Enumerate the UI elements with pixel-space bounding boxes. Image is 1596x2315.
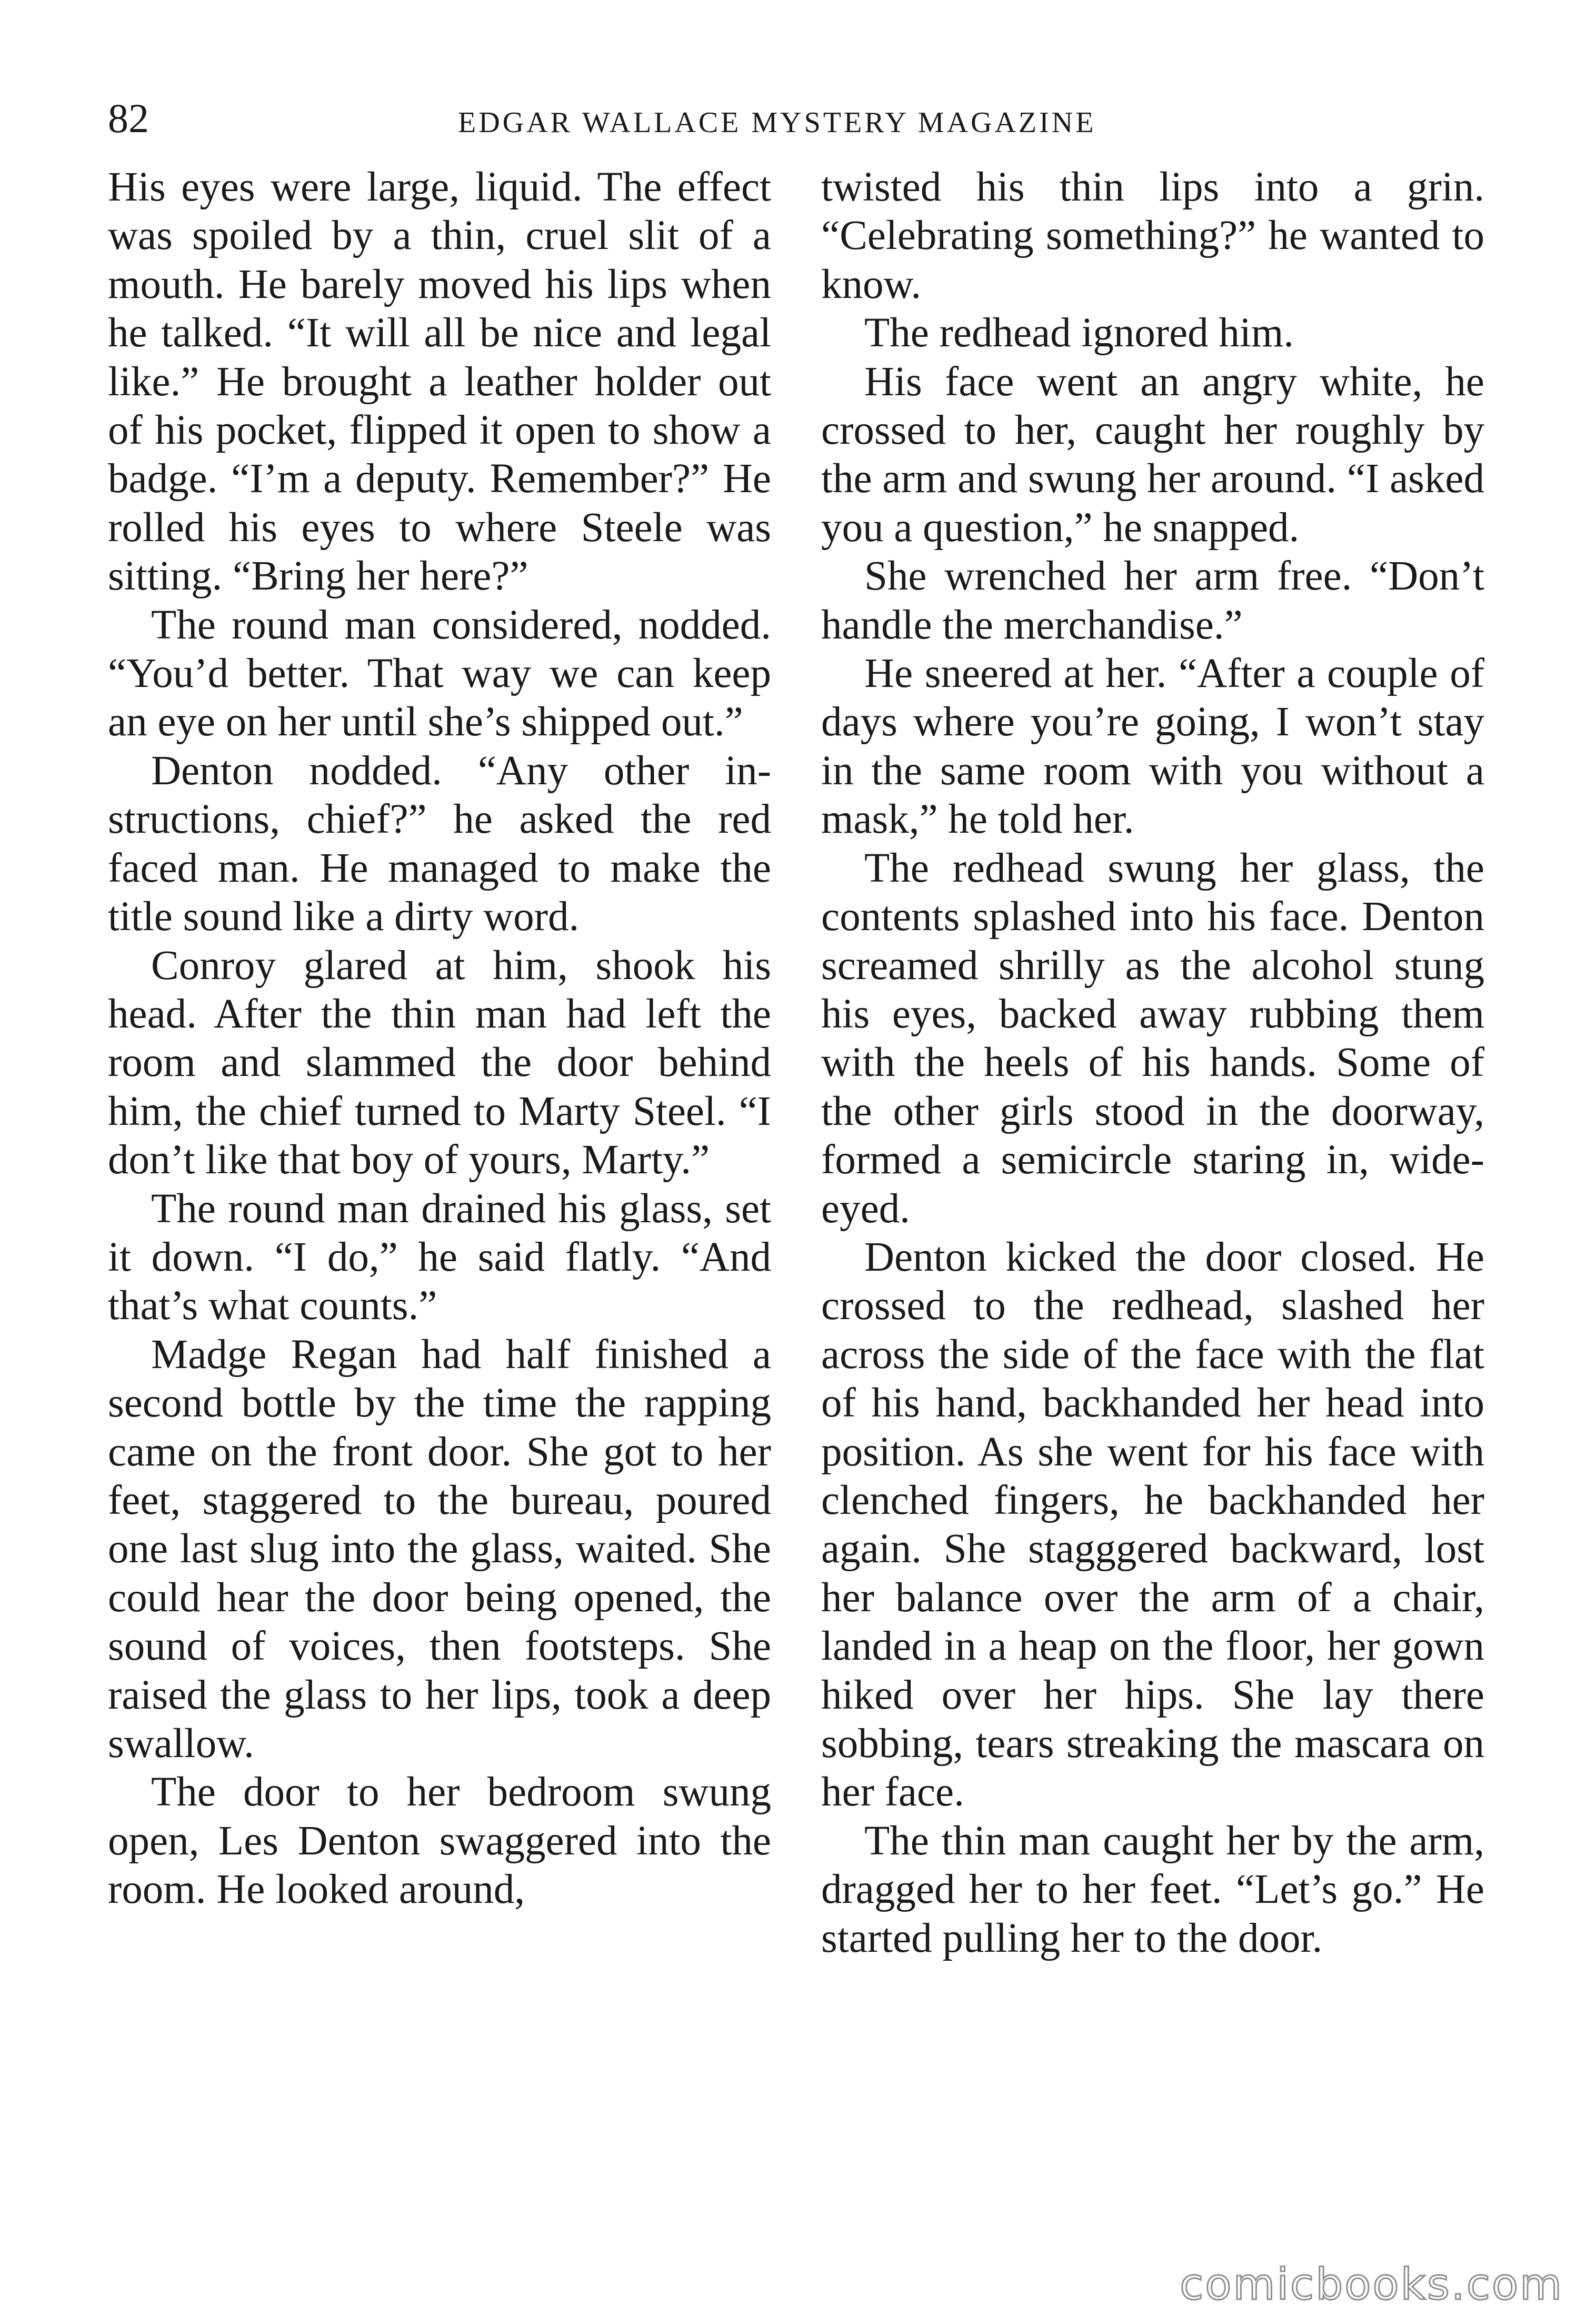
left-column bbox=[108, 163, 771, 1914]
paragraph: The redhead ignored him. bbox=[864, 310, 1294, 356]
paragraph: His eyes were large, liquid. The effect was spoiled by a thin, cruel slit of a mouth. He barely moved his lips when he talked. “It will all be nice and legal like.” He brought a leather holder out of his pocket, flipped it open to show a badge. “I’m a deputy. Remember?” He rolled his eyes to where Steele was sitting. “Bring her here?” bbox=[108, 164, 771, 600]
paragraph: He sneered at her. “After a couple of days where you’re going, I won’t stay in the same room with you without a mask,” he told her. bbox=[821, 651, 1484, 843]
paragraph: She wrenched her arm free. “Don’t handle the merchandise.” bbox=[821, 553, 1484, 648]
paragraph: His face went an angry white, he crossed to her, caught her roughly by the arm and swung her around. “I asked you a question,” he snapped. bbox=[821, 358, 1484, 551]
running-title: EDGAR WALLACE MYSTERY MAGAZINE bbox=[458, 106, 1096, 139]
paragraph: The round man drained his glass, set it down. “I do,” he said flatly. “And that’s what counts.” bbox=[108, 1185, 771, 1329]
paragraph: twisted his thin lips into a grin. “Celebrating something?” he wanted to know. bbox=[821, 164, 1484, 307]
watermark: comicbooks.com bbox=[1180, 2260, 1563, 2310]
paragraph: Denton kicked the door closed. He crossed to the redhead, slashed her across the side of the face with the flat of his hand, backhanded her head into position. As she went for his face with clenched fingers, he backhanded her again. She stagggered backward, lost her balance over the arm of a chair, landed in a heap on the floor, her gown hiked over her hips. She lay there sobbing, tears streaking the mascara on her face. bbox=[821, 1234, 1484, 1815]
paragraph: The round man considered, nodded. “You’d better. That way we can keep an eye on her until she’s shipped out.” bbox=[108, 602, 771, 745]
paragraph: Denton nodded. “Any other instructions, chief?” he asked the red faced man. He managed to make the title sound like a dirty word. bbox=[108, 747, 771, 940]
paragraph: Madge Regan had half finished a second bottle by the time the rapping came on the front door. She got to her feet, staggered to the bureau, poured one last slug into the glass, waited. She could hear the door being opened, the sound of voices, then footsteps. She raised the glass to her lips, took a deep swallow. bbox=[108, 1331, 771, 1767]
paragraph: The redhead swung her glass, the contents splashed into his face. Denton screamed shrilly as the alcohol stung his eyes, backed away rubbing them with the heels of his hands. Some of the other girls stood in the doorway, formed a semicircle staring in, wide-eyed. bbox=[821, 845, 1484, 1232]
page-header bbox=[108, 89, 1503, 147]
paragraph: Conroy glared at him, shook his head. After the thin man had left the room and slammed the door behind him, the chief turned to Marty Steel. “I don’t like that boy of yours, Marty.” bbox=[108, 942, 771, 1183]
paragraph: The door to her bedroom swung open, Les Denton swaggered into the room. He looked around, bbox=[108, 1769, 771, 1913]
paragraph: The thin man caught her by the arm, dragged her to her feet. “Let’s go.” He started pulling her to the door. bbox=[821, 1818, 1484, 1961]
right-column bbox=[821, 163, 1484, 1963]
page-number: 82 bbox=[108, 95, 149, 141]
